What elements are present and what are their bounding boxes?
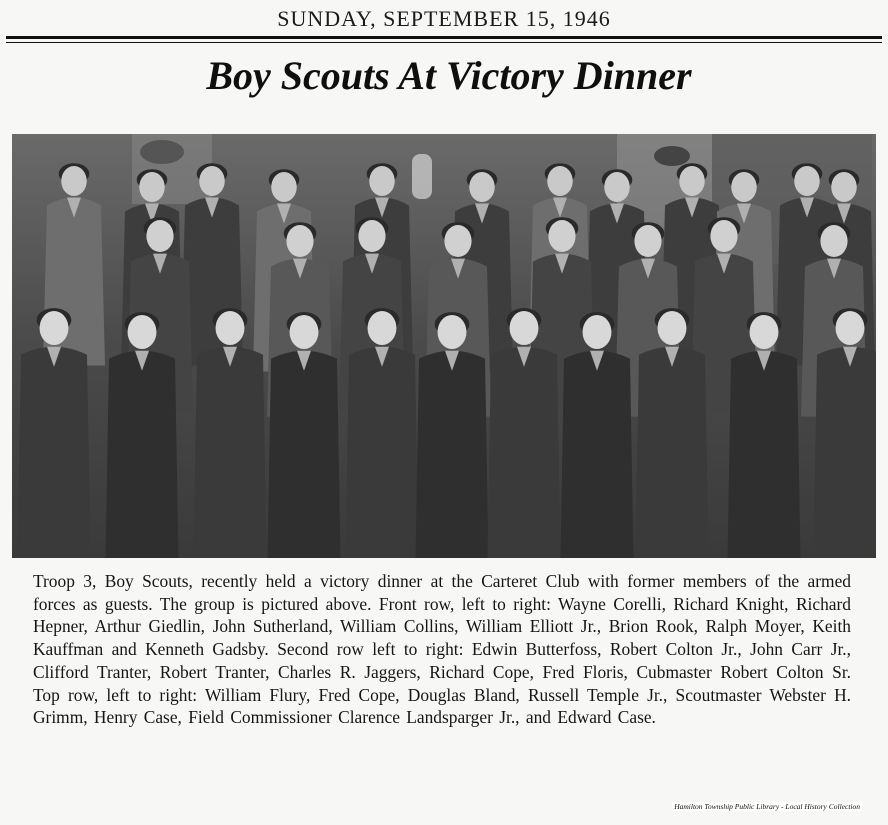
header-rule-thick (6, 36, 882, 39)
dateline: SUNDAY, SEPTEMBER 15, 1946 (277, 6, 611, 31)
library-credit: Hamilton Township Public Library - Local History Collection (674, 802, 860, 811)
header-rule-thin (6, 42, 882, 43)
photo-caption: Troop 3, Boy Scouts, recently held a victory dinner at the Carteret Club with former members of the armed forces as guests. The group is pictured above. Front row, left to right: Wayne Corelli, Richard Knight, Richard Hepner, Arthur Giedlin, John Sutherland, William Collins, William Elliott Jr., Brion Rook, Ralph Moyer, Keith Kauffman and Kenneth Gadsby. Second row left to right: Edwin Butterfoss, Robert Colton Jr., John Carr Jr., Clifford Tranter, Robert Tranter, Charles R. Jaggers, Richard Cope, Fred Floris, Cubmaster Robert Colton Sr. Top row, left to right: William Flury, Fred Cope, Douglas Bland, Russell Temple Jr., Scoutmaster Webster H. Grimm, Henry Case, Field Commissioner Clarence Landsparger Jr., and Edward Case. (33, 571, 851, 728)
headline: Boy Scouts At Victory Dinner (206, 53, 692, 98)
group-photo-image (12, 134, 876, 558)
group-photo (12, 134, 876, 558)
